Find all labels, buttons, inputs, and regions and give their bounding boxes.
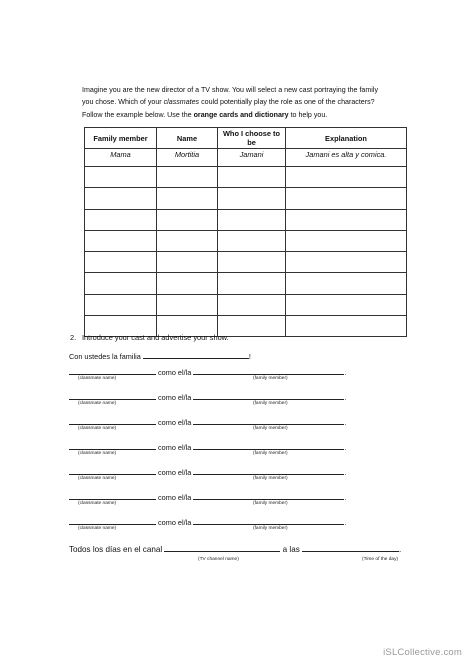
table-cell[interactable] <box>218 252 286 273</box>
family-member-blank[interactable] <box>193 466 347 477</box>
table-cell[interactable] <box>157 273 218 294</box>
family-member-blank[interactable] <box>193 516 347 527</box>
familia-line <box>69 350 251 361</box>
table-cell[interactable] <box>157 252 218 273</box>
classmate-name-blank[interactable] <box>69 416 156 425</box>
cast-end: . <box>344 418 347 427</box>
table-cell[interactable] <box>85 188 157 209</box>
table-cell[interactable] <box>157 294 218 315</box>
family-member-blank[interactable] <box>193 391 347 402</box>
cast-connector: como el/la <box>158 418 192 427</box>
family-member-label: (family member) <box>253 426 288 431</box>
channel-middle: a las <box>282 545 300 554</box>
header-family-member: Family member <box>85 128 157 149</box>
classmate-name-label: (classmate name) <box>78 451 117 456</box>
cell-family-member: Mama <box>85 149 157 167</box>
family-member-blank[interactable] <box>193 416 347 427</box>
channel-prefix: Todos los días en el canal <box>69 545 163 554</box>
table-row-example <box>85 149 407 167</box>
family-member-label: (family member) <box>253 476 288 481</box>
time-of-day-label: (Time of the day) <box>362 557 399 562</box>
classmate-name-blank[interactable] <box>69 366 156 375</box>
classmate-name-label: (classmate name) <box>78 526 117 531</box>
classmate-name-blank[interactable] <box>69 466 156 475</box>
channel-end: . <box>399 545 402 554</box>
classmate-name-label: (classmate name) <box>78 401 117 406</box>
header-name: Name <box>157 128 218 149</box>
table-cell[interactable] <box>286 316 407 337</box>
family-member-label: (family member) <box>253 526 288 531</box>
time-of-day-blank[interactable] <box>302 543 402 554</box>
table-row <box>85 209 407 230</box>
classmate-name-label: (classmate name) <box>78 501 117 506</box>
table-cell[interactable] <box>218 294 286 315</box>
question-number: 2. <box>70 333 77 342</box>
family-member-blank[interactable] <box>193 441 347 452</box>
table-cell[interactable] <box>85 273 157 294</box>
instructions-text-1: Imagine you are the new director of a TV show. You will select a new cast portraying the family you chose. Which of your <box>82 86 378 107</box>
instructions-text-2: could potentially play the role as one of the characters? Follow the example below. Use the <box>82 98 375 119</box>
cast-connector: como el/la <box>158 518 192 527</box>
cell-who-i-choose: Jamani <box>218 149 286 167</box>
table-cell[interactable] <box>85 252 157 273</box>
table-cell[interactable] <box>157 230 218 251</box>
footer-watermark: iSLCollective.com <box>383 647 462 658</box>
table-row <box>85 252 407 273</box>
table-row <box>85 273 407 294</box>
table-cell[interactable] <box>218 273 286 294</box>
header-who-i-choose: Who I choose to be <box>218 128 286 149</box>
classmate-name-blank[interactable] <box>69 516 156 525</box>
familia-suffix: ! <box>248 352 251 361</box>
cast-end: . <box>344 393 347 402</box>
classmate-name-label: (classmate name) <box>78 426 117 431</box>
cast-connector: como el/la <box>158 493 192 502</box>
cast-table <box>84 127 407 337</box>
header-explanation: Explanation <box>286 128 407 149</box>
table-row <box>85 167 407 188</box>
table-row <box>85 188 407 209</box>
classmate-name-blank[interactable] <box>69 441 156 450</box>
channel-line <box>69 543 401 554</box>
classmate-name-blank[interactable] <box>69 491 156 500</box>
family-member-blank[interactable] <box>193 366 347 377</box>
classmate-name-blank[interactable] <box>69 391 156 400</box>
table-cell[interactable] <box>286 167 407 188</box>
table-row <box>85 294 407 315</box>
table-cell[interactable] <box>286 188 407 209</box>
cast-end: . <box>344 443 347 452</box>
cast-end: . <box>344 368 347 377</box>
cast-connector: como el/la <box>158 368 192 377</box>
classmate-name-label: (classmate name) <box>78 376 117 381</box>
tv-channel-label: (TV channel name) <box>198 557 239 562</box>
instructions-italic: classmates <box>163 98 200 107</box>
table-cell[interactable] <box>85 167 157 188</box>
cast-end: . <box>344 468 347 477</box>
familia-name-blank[interactable] <box>143 350 249 359</box>
table-header-row <box>85 128 407 149</box>
table-cell[interactable] <box>218 188 286 209</box>
table-cell[interactable] <box>157 188 218 209</box>
table-cell[interactable] <box>157 167 218 188</box>
instructions-bold: orange cards and dictionary <box>193 110 289 119</box>
table-cell[interactable] <box>286 230 407 251</box>
cell-name: Mortitia <box>157 149 218 167</box>
family-member-label: (family member) <box>253 501 288 506</box>
tv-channel-blank[interactable] <box>164 543 280 552</box>
table-cell[interactable] <box>286 273 407 294</box>
table-cell[interactable] <box>85 294 157 315</box>
family-member-blank[interactable] <box>193 491 347 502</box>
table-cell[interactable] <box>286 294 407 315</box>
family-member-label: (family member) <box>253 376 288 381</box>
instructions-paragraph <box>82 84 382 121</box>
instructions-text-3: to help you. <box>288 110 328 119</box>
classmate-name-label: (classmate name) <box>78 476 117 481</box>
cell-explanation: Jamani es alta y comica. <box>286 149 407 167</box>
table-cell[interactable] <box>85 230 157 251</box>
family-member-label: (family member) <box>253 401 288 406</box>
table-cell[interactable] <box>218 230 286 251</box>
family-member-label: (family member) <box>253 451 288 456</box>
question-text: Introduce your cast and advertise your show. <box>82 333 229 342</box>
cast-connector: como el/la <box>158 393 192 402</box>
cast-end: . <box>344 493 347 502</box>
question-2 <box>70 333 229 342</box>
table-cell[interactable] <box>157 209 218 230</box>
cast-end: . <box>344 518 347 527</box>
cast-connector: como el/la <box>158 468 192 477</box>
table-cell[interactable] <box>286 252 407 273</box>
table-row <box>85 230 407 251</box>
cast-connector: como el/la <box>158 443 192 452</box>
table-cell[interactable] <box>85 209 157 230</box>
table-cell[interactable] <box>218 167 286 188</box>
familia-prefix: Con ustedes la familia <box>69 352 141 361</box>
table-cell[interactable] <box>286 209 407 230</box>
table-cell[interactable] <box>218 209 286 230</box>
